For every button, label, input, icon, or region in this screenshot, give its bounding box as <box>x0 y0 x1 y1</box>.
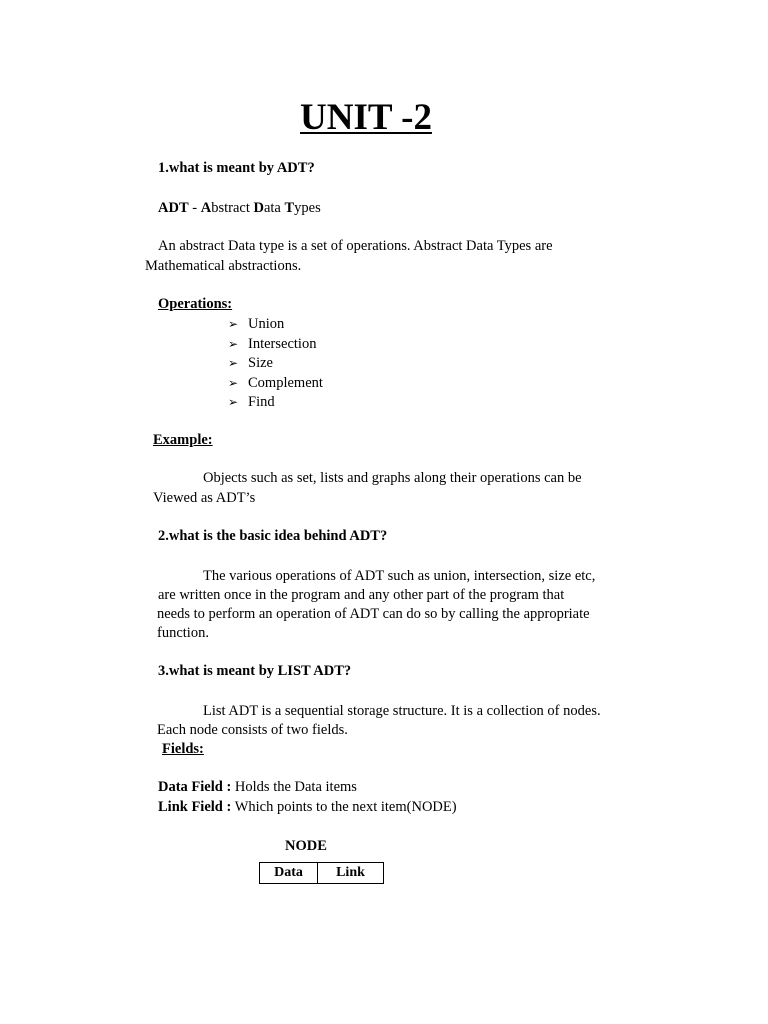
arrow-bullet-icon: ➢ <box>228 395 239 409</box>
arrow-bullet-icon: ➢ <box>228 356 239 370</box>
fields-heading: Fields: <box>162 741 204 757</box>
operation-label: Size <box>248 355 273 371</box>
adt-definition-line-2: Mathematical abstractions. <box>145 258 302 274</box>
node-link-cell: Link <box>336 865 365 880</box>
operation-label: Complement <box>248 374 323 391</box>
question-2: 2.what is the basic idea behind ADT? <box>158 528 388 544</box>
operation-label: Union <box>248 316 285 332</box>
adt-term: ADT <box>158 200 189 216</box>
answer-2-line-3: needs to perform an operation of ADT can do so by calling the appropriate <box>157 606 590 622</box>
adt-cap-a: A <box>200 200 212 216</box>
list-item <box>228 354 323 374</box>
link-field-label: Link Field : <box>158 799 232 815</box>
arrow-bullet-icon: ➢ <box>228 317 239 331</box>
data-field-line <box>158 778 357 798</box>
answer-2-line-2: are written once in the program and any other part of the program that <box>158 587 565 603</box>
question-3: 3.what is meant by LIST ADT? <box>158 663 352 679</box>
question-1: 1.what is meant by ADT? <box>158 160 315 176</box>
example-heading: Example: <box>153 432 213 448</box>
adt-dash: - <box>188 200 201 216</box>
answer-3-line-1: List ADT is a sequential storage structure. It is a collection of nodes. <box>203 703 601 719</box>
list-item <box>228 374 323 394</box>
answer-2-line-1: The various operations of ADT such as union, intersection, size etc, <box>203 568 596 584</box>
arrow-bullet-icon: ➢ <box>228 336 239 351</box>
list-item <box>228 335 323 355</box>
node-label: NODE <box>285 838 327 854</box>
adt-rest-t: ypes <box>294 200 321 216</box>
adt-cap-d: D <box>253 200 264 216</box>
adt-rest-a: bstract <box>211 200 254 216</box>
adt-cap-t: T <box>284 200 295 216</box>
page-title: UNIT -2 <box>300 97 432 138</box>
answer-3-line-2: Each node consists of two fields. <box>157 722 348 738</box>
adt-definition-line-1: An abstract Data type is a set of operations. Abstract Data Types are <box>158 238 553 254</box>
example-line-1: Objects such as set, lists and graphs along their operations can be <box>203 470 582 486</box>
adt-rest-d: ata <box>263 200 285 216</box>
node-diagram <box>259 862 384 884</box>
example-line-2: Viewed as ADT’s <box>153 490 256 506</box>
link-field-line <box>158 798 457 818</box>
data-field-text: Holds the Data items <box>231 779 357 795</box>
list-item <box>228 315 323 335</box>
operations-heading: Operations: <box>158 296 233 312</box>
answer-2-line-4: function. <box>157 625 209 641</box>
arrow-bullet-icon: ➢ <box>228 375 239 390</box>
adt-expansion-line <box>158 199 321 219</box>
operation-label: Intersection <box>248 335 317 352</box>
node-data-cell: Data <box>260 863 318 883</box>
link-field-text: Which points to the next item(NODE) <box>231 799 457 815</box>
data-field-label: Data Field : <box>158 779 232 795</box>
list-item <box>228 393 323 413</box>
operations-list <box>228 315 323 413</box>
operation-label: Find <box>248 394 275 410</box>
